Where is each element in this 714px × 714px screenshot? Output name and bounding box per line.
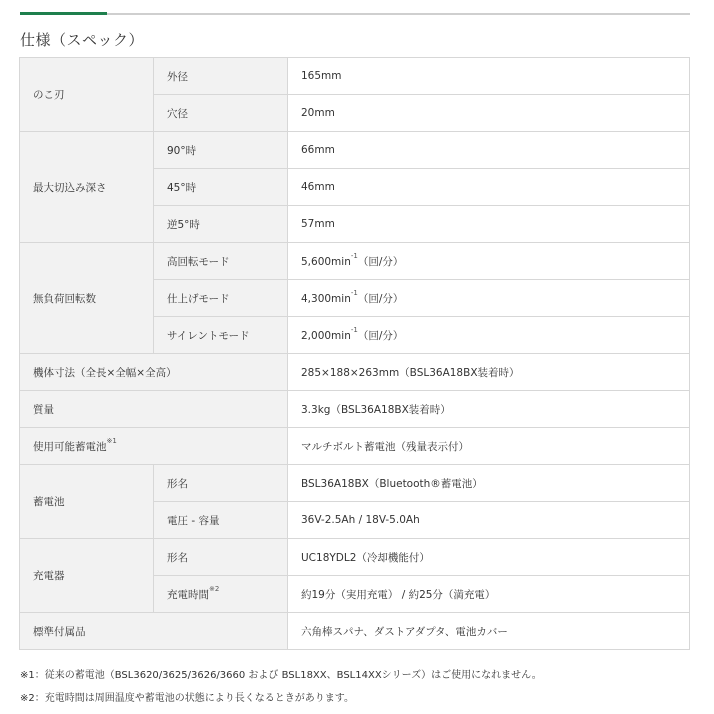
value-outer-diameter: 165mm [288, 58, 690, 95]
table-row [20, 354, 690, 391]
sub-label-charge-time [154, 576, 288, 613]
row-label-no-load-speed: 無負荷回転数 [20, 243, 154, 354]
speed-unit: （回/分） [357, 329, 404, 342]
top-divider-accent [20, 12, 107, 15]
row-label-charger: 充電器 [20, 539, 154, 613]
value-high-speed-mode [288, 243, 690, 280]
sub-label-high-speed-mode: 高回転モード [154, 243, 288, 280]
speed-unit: （回/分） [357, 255, 404, 268]
table-row [20, 391, 690, 428]
table-row [20, 243, 690, 280]
row-label-mass: 質量 [20, 391, 288, 428]
footnote-ref-2: ※2 [209, 584, 220, 593]
footnote-1: ※1：従来の蓄電池（BSL3620/3625/3626/3660 および BSL18XX、BSL14XXシリーズ）はご使用になれません。 [20, 670, 542, 681]
speed-exponent: -1 [350, 251, 358, 260]
speed-unit: （回/分） [357, 292, 404, 305]
compatible-battery-label: 使用可能蓄電池 [33, 440, 107, 453]
sub-label-charger-model: 形名 [154, 539, 288, 576]
row-label-battery: 蓄電池 [20, 465, 154, 539]
speed-exponent: -1 [350, 325, 358, 334]
table-row [20, 428, 690, 465]
value-reverse-5deg: 57mm [288, 206, 690, 243]
footnote-ref-1: ※1 [106, 436, 117, 445]
sub-label-reverse-5deg: 逆5°時 [154, 206, 288, 243]
table-row [20, 539, 690, 576]
charge-time-label: 充電時間 [167, 588, 209, 601]
row-label-saw-blade: のこ刃 [20, 58, 154, 132]
table-row [20, 132, 690, 169]
sub-label-finish-mode: 仕上げモード [154, 280, 288, 317]
speed-value: 5,600min [301, 255, 351, 268]
value-battery-model: BSL36A18BX（Bluetooth®蓄電池） [288, 465, 690, 502]
value-45deg: 46mm [288, 169, 690, 206]
speed-exponent: -1 [350, 288, 358, 297]
value-silent-mode [288, 317, 690, 354]
value-90deg: 66mm [288, 132, 690, 169]
table-row [20, 465, 690, 502]
sub-label-outer-diameter: 外径 [154, 58, 288, 95]
speed-value: 2,000min [301, 329, 351, 342]
footnote-2: ※2：充電時間は周囲温度や蓄電池の状態により長くなるときがあります。 [20, 693, 354, 704]
value-dimensions: 285×188×263mm（BSL36A18BX装着時） [288, 354, 690, 391]
sub-label-hole-diameter: 穴径 [154, 95, 288, 132]
table-row [20, 58, 690, 95]
value-compatible-battery: マルチボルト蓄電池（残量表示付） [288, 428, 690, 465]
row-label-max-cut-depth: 最大切込み深さ [20, 132, 154, 243]
sub-label-battery-model: 形名 [154, 465, 288, 502]
top-divider [20, 13, 690, 15]
page-title: 仕様（スペック） [20, 31, 145, 49]
sub-label-voltage-capacity: 電圧 - 容量 [154, 502, 288, 539]
row-label-compatible-battery [20, 428, 288, 465]
value-mass: 3.3kg（BSL36A18BX装着時） [288, 391, 690, 428]
value-charge-time: 約19分（実用充電） / 約25分（満充電） [288, 576, 690, 613]
value-hole-diameter: 20mm [288, 95, 690, 132]
value-finish-mode [288, 280, 690, 317]
sub-label-90deg: 90°時 [154, 132, 288, 169]
sub-label-silent-mode: サイレントモード [154, 317, 288, 354]
row-label-accessories: 標準付属品 [20, 613, 288, 650]
value-voltage-capacity: 36V-2.5Ah / 18V-5.0Ah [288, 502, 690, 539]
value-accessories: 六角棒スパナ、ダストアダプタ、電池カバー [288, 613, 690, 650]
speed-value: 4,300min [301, 292, 351, 305]
spec-table [19, 57, 690, 650]
table-row [20, 613, 690, 650]
row-label-dimensions: 機体寸法（全長×全幅×全高） [20, 354, 288, 391]
value-charger-model: UC18YDL2（冷却機能付） [288, 539, 690, 576]
sub-label-45deg: 45°時 [154, 169, 288, 206]
